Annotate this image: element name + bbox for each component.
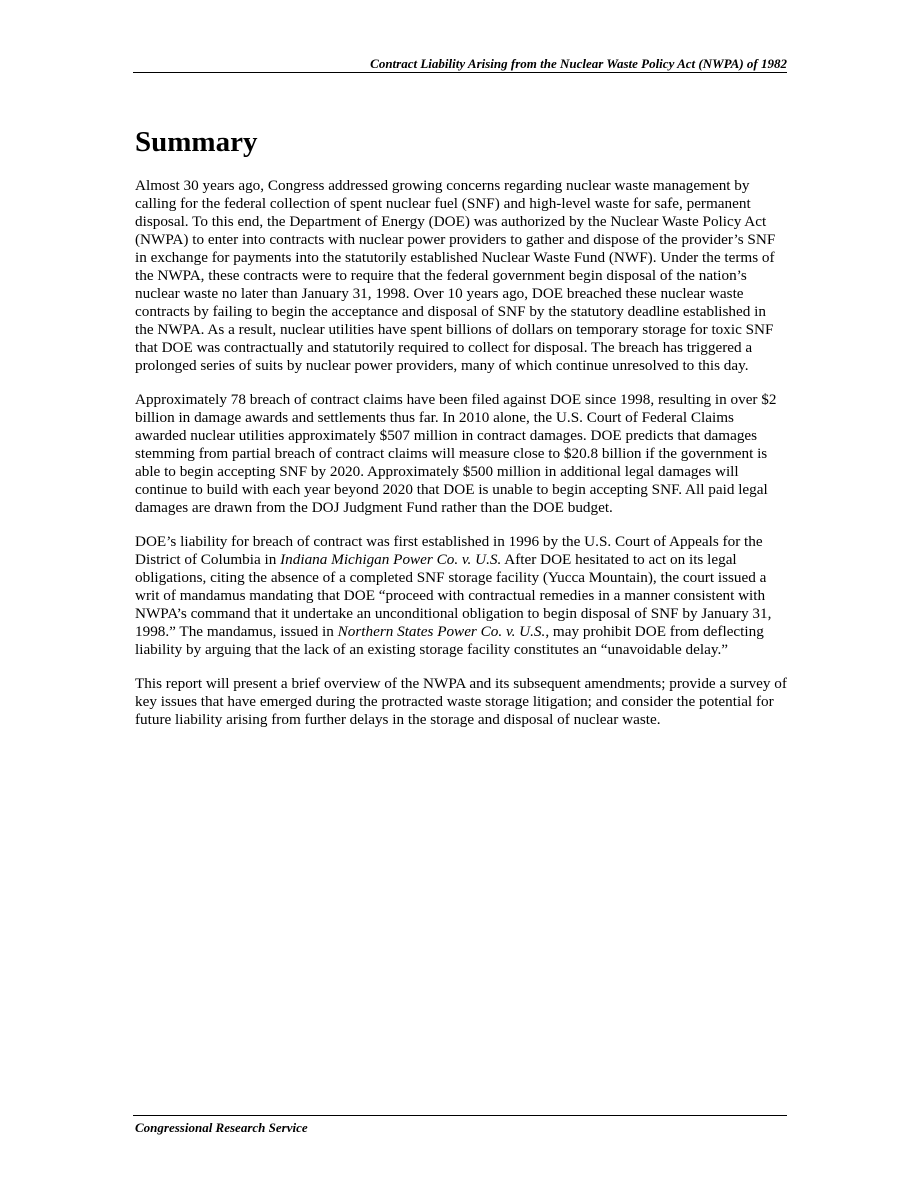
paragraph-damages: Approximately 78 breach of contract claims have been filed against DOE since 1998, resulting in over $2 billion in damage awards and settlements thus far. In 2010 alone, the U.S. Court of Federal Claims awarded nuclear utilities approximately $507 million in contract damages. DOE predicts that damages stemming from partial breach of contract claims will measure close to $20.8 billion if the government is able to begin accepting SNF by 2020. Approximately $500 million in additional legal damages will continue to build with each year beyond 2020 that DOE is unable to begin accepting SNF. All paid legal damages are drawn from the DOJ Judgment Fund rather than the DOE budget.: [135, 391, 777, 516]
case-name-northern-states: Northern States Power Co. v. U.S.: [337, 623, 546, 640]
paragraph-report-overview: This report will present a brief overview of the NWPA and its subsequent amendments; provide a survey of key issues that have emerged during the protracted waste storage litigation; and consider the potential for future liability arising from further delays in the storage and disposal of nuclear waste.: [135, 675, 787, 728]
paragraph-liability-text-2: After DOE hesitated to act on its legal obligations, citing the absence of a completed SNF storage facility (Yucca Mountain), the court issued a writ of mandamus mandating that DOE “proceed with contractual remedies in a manner consistent with NWPA’s command that it undertake an unconditional obligation to begin disposal of SNF by January 31, 1998.” The mandamus, issued in: [135, 551, 772, 640]
running-header: Contract Liability Arising from the Nuclear Waste Policy Act (NWPA) of 1982: [370, 56, 787, 71]
running-footer: Congressional Research Service: [135, 1120, 308, 1135]
paragraph-intro: Almost 30 years ago, Congress addressed growing concerns regarding nuclear waste management by calling for the federal collection of spent nuclear fuel (SNF) and high-level waste for safe, permanent disposal. To this end, the Department of Energy (DOE) was authorized by the Nuclear Waste Policy Act (NWPA) to enter into contracts with nuclear power providers to gather and dispose of the provider’s SNF in exchange for payments into the statutorily established Nuclear Waste Fund (NWF). Under the terms of the NWPA, these contracts were to require that the federal government begin disposal of the nation’s nuclear waste no later than January 31, 1998. Over 10 years ago, DOE breached these nuclear waste contracts by failing to begin the acceptance and disposal of SNF by the statutory deadline established in the NWPA. As a result, nuclear utilities have spent billions of dollars on temporary storage for toxic SNF that DOE was contractually and statutorily required to collect for disposal. The breach has triggered a prolonged series of suits by nuclear power providers, many of which continue unresolved to this day.: [135, 177, 776, 374]
paragraph-liability: [135, 533, 787, 659]
page-title: Summary: [135, 126, 258, 158]
paragraph-liability-text-3: , may prohibit DOE from deflecting liability by arguing that the lack of an existing storage facility constitutes an “unavoidable delay.”: [135, 623, 764, 658]
summary-body: [135, 177, 787, 745]
paragraph-liability-text-1: DOE’s liability for breach of contract was first established in 1996 by the U.S. Court of Appeals for the District of Columbia in: [135, 533, 763, 568]
footer-divider: [133, 1115, 787, 1116]
header-divider: [133, 72, 787, 73]
case-name-indiana-michigan: Indiana Michigan Power Co. v. U.S.: [280, 551, 502, 568]
